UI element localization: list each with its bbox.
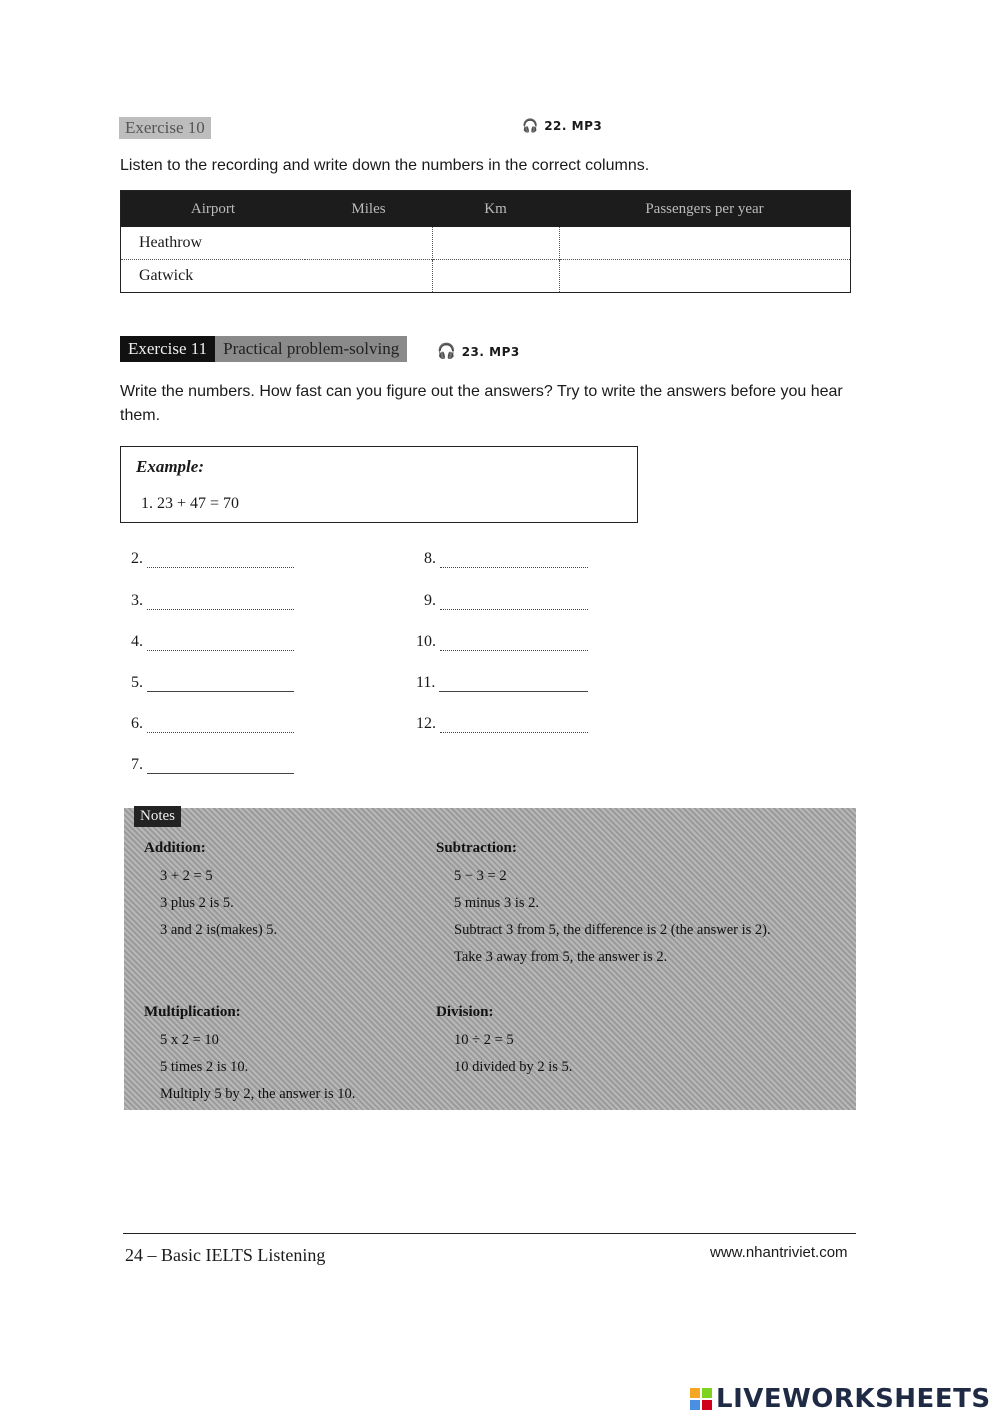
notes-title: Notes (134, 806, 181, 827)
subtraction-line: Take 3 away from 5, the answer is 2. (454, 949, 668, 965)
answer-item-12[interactable] (416, 715, 588, 733)
item-number: 2. (131, 550, 143, 567)
multiplication-line: 5 x 2 = 10 (160, 1032, 219, 1048)
exercise-11-label: Exercise 11 (120, 336, 215, 362)
header-airport: Airport (121, 191, 306, 228)
item-number: 4. (131, 633, 143, 650)
answer-item-5[interactable] (131, 674, 294, 692)
audio-23 (437, 342, 520, 361)
division-heading: Division: (436, 1004, 494, 1020)
answer-item-10[interactable] (416, 633, 588, 651)
addition-line: 3 + 2 = 5 (160, 868, 213, 884)
item-number: 7. (131, 756, 143, 773)
headphones-icon: 🎧 (437, 344, 456, 360)
passengers-cell[interactable] (559, 260, 851, 293)
addition-line: 3 plus 2 is 5. (160, 895, 234, 911)
exercise-11-subtitle: Practical problem-solving (215, 336, 407, 362)
liveworksheets-logo (690, 1384, 991, 1414)
km-cell[interactable] (432, 260, 559, 293)
answer-item-4[interactable] (131, 633, 294, 651)
passengers-cell[interactable] (559, 227, 851, 260)
multiplication-line: 5 times 2 is 10. (160, 1059, 249, 1075)
footer-rule (123, 1233, 856, 1234)
addition-line: 3 and 2 is(makes) 5. (160, 922, 278, 938)
audio-22-label: 22. MP3 (544, 119, 603, 133)
airport-table (120, 190, 851, 293)
answer-item-3[interactable] (131, 592, 294, 610)
exercise-10-badge: Exercise 10 (119, 117, 211, 139)
liveworksheets-icon (690, 1388, 712, 1410)
table-row (121, 227, 851, 260)
audio-22 (522, 118, 602, 134)
item-number: 3. (131, 592, 143, 609)
answer-item-2[interactable] (131, 550, 294, 568)
multiplication-heading: Multiplication: (144, 1004, 241, 1020)
header-passengers: Passengers per year (559, 191, 851, 228)
table-row (121, 260, 851, 293)
audio-23-label: 23. MP3 (461, 344, 520, 359)
division-line: 10 divided by 2 is 5. (454, 1059, 573, 1075)
division-line: 10 ÷ 2 = 5 (454, 1032, 514, 1048)
subtraction-line: 5 minus 3 is 2. (454, 895, 539, 911)
headphones-icon: 🎧 (522, 118, 539, 133)
km-cell[interactable] (432, 227, 559, 260)
subtraction-line: Subtract 3 from 5, the difference is 2 (the answer is 2). (454, 922, 771, 938)
subtraction-heading: Subtraction: (436, 840, 517, 856)
answer-item-7[interactable] (131, 756, 294, 774)
answer-item-6[interactable] (131, 715, 294, 733)
item-number: 5. (131, 674, 143, 691)
header-km: Km (432, 191, 559, 228)
exercise-11-header (120, 336, 407, 362)
item-number: 8. (424, 550, 436, 567)
answer-item-11[interactable] (416, 674, 588, 692)
answer-item-8[interactable] (424, 550, 588, 568)
miles-cell[interactable] (305, 260, 432, 293)
item-number: 9. (424, 592, 436, 609)
example-box (120, 446, 638, 523)
airport-name: Gatwick (139, 267, 194, 284)
footer-url: www.nhantriviet.com (710, 1244, 848, 1261)
exercise-11-instruction: Write the numbers. How fast can you figure out the answers? Try to write the answers before you hear them. (120, 383, 843, 424)
example-text: 1. 23 + 47 = 70 (141, 495, 240, 512)
miles-cell[interactable] (305, 227, 432, 260)
addition-heading: Addition: (144, 840, 206, 856)
subtraction-line: 5 − 3 = 2 (454, 868, 507, 884)
item-number: 6. (131, 715, 143, 732)
multiplication-line: Multiply 5 by 2, the answer is 10. (160, 1086, 356, 1102)
example-title: Example: (136, 457, 204, 476)
header-miles: Miles (305, 191, 432, 228)
answer-item-9[interactable] (424, 592, 588, 610)
item-number: 12. (416, 715, 436, 732)
item-number: 10. (416, 633, 436, 650)
exercise-10-instruction: Listen to the recording and write down the numbers in the correct columns. (120, 157, 650, 174)
airport-name: Heathrow (139, 234, 203, 251)
notes-box (124, 808, 856, 1110)
liveworksheets-text: LIVEWORKSHEETS (716, 1384, 991, 1414)
footer-page-label: 24 – Basic IELTS Listening (125, 1245, 326, 1265)
item-number: 11. (416, 674, 436, 691)
